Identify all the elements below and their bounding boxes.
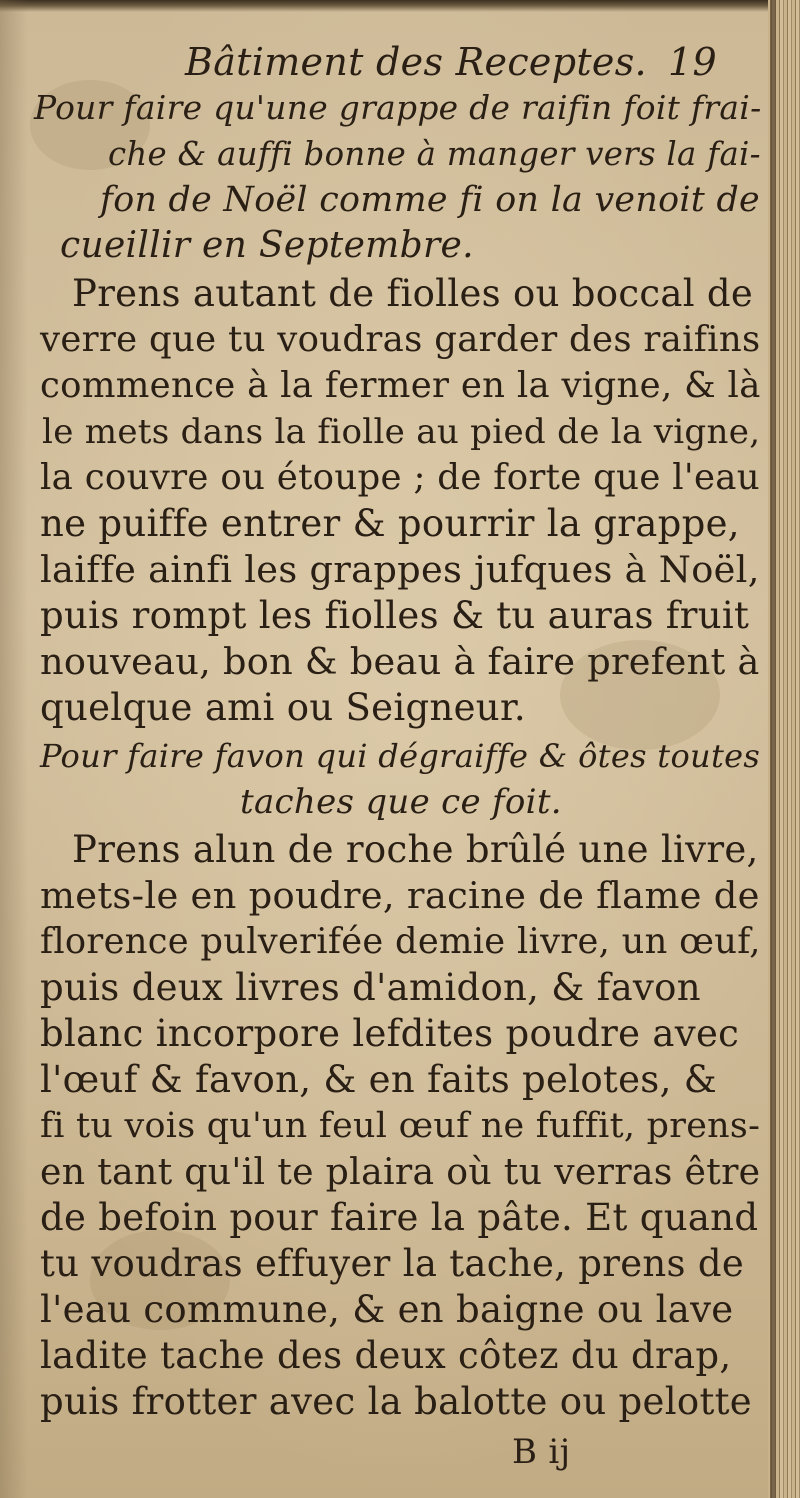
- recipe-2-body-line: ladite tache des deux côtez du drap,: [40, 1334, 732, 1377]
- recipe-2-body-line: fi tu vois qu'un feul œuf ne fuffit, prens-: [40, 1106, 761, 1146]
- recipe-2-body-line: puis frotter avec la balotte ou pelotte: [40, 1380, 752, 1423]
- recipe-1-body-line: quelque ami ou Seigneur.: [40, 686, 526, 729]
- recipe-2-body-line: en tant qu'il te plaira où tu verras être: [40, 1150, 761, 1193]
- recipe-1-title-line: cueillir en Septembre.: [60, 225, 474, 266]
- recipe-1-body-line: puis rompt les fiolles & tu auras fruit: [40, 594, 750, 637]
- recipe-1-body-line: le mets dans la fiolle au pied de la vigne,: [42, 412, 761, 452]
- recipe-1-body-line: ne puiffe entrer & pourrir la grappe,: [40, 502, 740, 545]
- recipe-2-body-line: tu voudras effuyer la tache, prens de: [40, 1242, 745, 1285]
- recipe-2-body-line: l'eau commune, & en baigne ou lave: [40, 1288, 734, 1331]
- recipe-2-body-line: de befoin pour faire la pâte. Et quand: [40, 1196, 759, 1239]
- recipe-1-body-line: la couvre ou étoupe ; de forte que l'eau: [40, 457, 760, 498]
- recipe-2-body-line: puis deux livres d'amidon, & favon: [40, 966, 701, 1009]
- recipe-2-title-line: taches que ce foit.: [240, 782, 562, 822]
- recipe-1-title-line: che & auffi bonne à manger vers la fai-: [108, 135, 761, 173]
- recipe-1-body-line: laiffe ainfi les grappes jufques à Noël,: [40, 548, 760, 591]
- recipe-1-body-line: verre que tu voudras garder des raifins: [40, 319, 761, 360]
- recipe-1-body-line: commence à la fermer en la vigne, & là: [40, 365, 761, 406]
- recipe-2-body-line: florence pulverifée demie livre, un œuf,: [40, 921, 761, 962]
- recipe-2-title-line: Pour faire favon qui dégraiffe & ôtes toutes: [40, 737, 761, 775]
- recipe-2-body-line: blanc incorpore lefdites poudre avec: [40, 1012, 740, 1055]
- recipe-1-body-line: Prens autant de fiolles ou boccal de: [72, 272, 754, 315]
- recipe-1-body-line: nouveau, bon & beau à faire prefent à: [40, 640, 760, 683]
- recipe-2-body-line: l'œuf & favon, & en faits pelotes, &: [40, 1058, 717, 1101]
- recipe-2-body-line: Prens alun de roche brûlé une livre,: [72, 828, 759, 871]
- recipe-1-title-line: fon de Noël comme fi on la venoit de: [100, 180, 760, 220]
- recipe-1-title-line: Pour faire qu'une grappe de raifin foit frai-: [34, 88, 762, 127]
- signature-mark: B ij: [512, 1432, 571, 1472]
- page-number: 19: [668, 40, 717, 84]
- running-title: Bâtiment des Receptes.: [185, 40, 647, 84]
- recipe-2-body-line: mets-le en poudre, racine de flame de: [40, 874, 760, 917]
